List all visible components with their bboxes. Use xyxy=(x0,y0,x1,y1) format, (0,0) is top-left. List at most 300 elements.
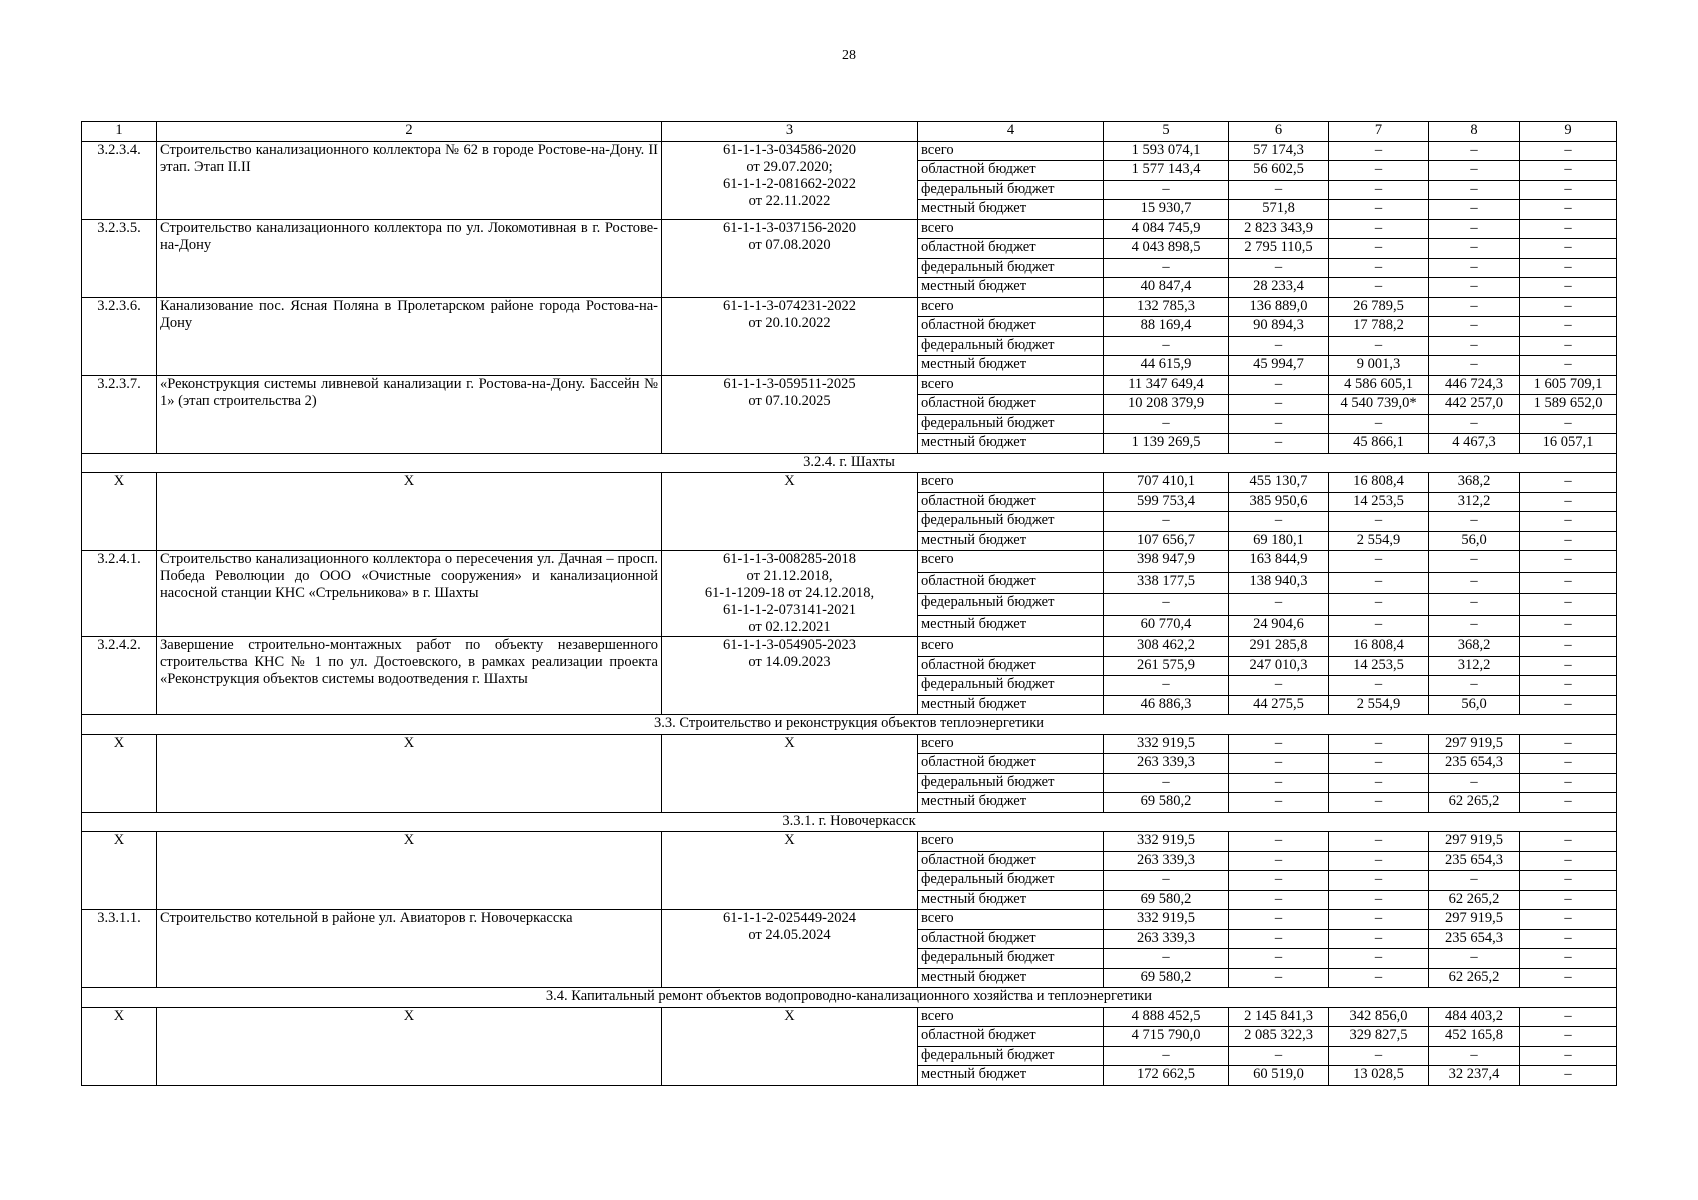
table-row xyxy=(82,1007,1617,1027)
value-cell: – xyxy=(1329,551,1429,573)
item-document xyxy=(662,637,918,715)
value-cell: 263 339,3 xyxy=(1104,851,1229,871)
value-cell: – xyxy=(1520,754,1617,774)
value-cell: – xyxy=(1520,317,1617,337)
value-cell: – xyxy=(1429,551,1520,573)
value-cell: 261 575,9 xyxy=(1104,656,1229,676)
item-document xyxy=(662,219,918,297)
funding-source: областной бюджет xyxy=(918,851,1104,871)
value-cell: 1 593 074,1 xyxy=(1104,141,1229,161)
funding-source: федеральный бюджет xyxy=(918,773,1104,793)
value-cell: 571,8 xyxy=(1229,200,1329,220)
header-cell: 4 xyxy=(918,122,1104,142)
document-line: Х xyxy=(784,734,795,751)
item-code: 3.2.3.5. xyxy=(82,219,157,297)
value-cell: – xyxy=(1229,851,1329,871)
funding-source: всего xyxy=(918,297,1104,317)
value-cell: – xyxy=(1329,594,1429,616)
value-cell: – xyxy=(1229,734,1329,754)
item-code: 3.3.1.1. xyxy=(82,910,157,988)
value-cell: 16 808,4 xyxy=(1329,637,1429,657)
value-cell: – xyxy=(1104,871,1229,891)
value-cell: 136 889,0 xyxy=(1229,297,1329,317)
value-cell: 46 886,3 xyxy=(1104,695,1229,715)
value-cell: – xyxy=(1429,871,1520,891)
value-cell: 4 888 452,5 xyxy=(1104,1007,1229,1027)
funding-source: всего xyxy=(918,832,1104,852)
value-cell: 332 919,5 xyxy=(1104,734,1229,754)
value-cell: – xyxy=(1329,278,1429,298)
value-cell: – xyxy=(1229,773,1329,793)
value-cell: – xyxy=(1429,676,1520,696)
value-cell: 26 789,5 xyxy=(1329,297,1429,317)
value-cell: 235 654,3 xyxy=(1429,929,1520,949)
value-cell: 62 265,2 xyxy=(1429,890,1520,910)
value-cell: – xyxy=(1229,1046,1329,1066)
value-cell: – xyxy=(1520,278,1617,298)
value-cell: – xyxy=(1520,656,1617,676)
value-cell: 455 130,7 xyxy=(1229,473,1329,493)
funding-source: местный бюджет xyxy=(918,968,1104,988)
funding-source: областной бюджет xyxy=(918,572,1104,594)
value-cell: 88 169,4 xyxy=(1104,317,1229,337)
value-cell: – xyxy=(1329,832,1429,852)
value-cell: 342 856,0 xyxy=(1329,1007,1429,1027)
value-cell: – xyxy=(1104,676,1229,696)
value-cell: 1 577 143,4 xyxy=(1104,161,1229,181)
funding-source: федеральный бюджет xyxy=(918,594,1104,616)
funding-source: федеральный бюджет xyxy=(918,1046,1104,1066)
value-cell: – xyxy=(1329,968,1429,988)
value-cell: – xyxy=(1229,832,1329,852)
value-cell: 2 823 343,9 xyxy=(1229,219,1329,239)
value-cell: – xyxy=(1429,219,1520,239)
value-cell: – xyxy=(1229,910,1329,930)
value-cell: – xyxy=(1329,615,1429,637)
value-cell: 56,0 xyxy=(1429,695,1520,715)
table-row xyxy=(82,473,1617,493)
value-cell: – xyxy=(1520,161,1617,181)
value-cell: – xyxy=(1520,793,1617,813)
value-cell: – xyxy=(1329,414,1429,434)
value-cell: – xyxy=(1229,414,1329,434)
funding-source: всего xyxy=(918,734,1104,754)
item-name: Завершение строительно-монтажных работ по объекту незавершенного строительства КНС № 1 по ул. Достоевского, в рамках реализации проекта «Реконструкция объектов системы водоотведения г. Шахты xyxy=(157,637,662,715)
header-cell: 2 xyxy=(157,122,662,142)
document-line: от 14.09.2023 xyxy=(748,654,831,670)
value-cell: – xyxy=(1429,258,1520,278)
document-line: 61-1-1-2-025449-2024 xyxy=(723,910,856,926)
funding-source: местный бюджет xyxy=(918,615,1104,637)
value-cell: 69 180,1 xyxy=(1229,531,1329,551)
value-cell: – xyxy=(1520,512,1617,532)
value-cell: – xyxy=(1329,910,1429,930)
document-line: Х xyxy=(784,832,795,848)
value-cell: 24 904,6 xyxy=(1229,615,1329,637)
value-cell: – xyxy=(1520,832,1617,852)
value-cell: 60 519,0 xyxy=(1229,1066,1329,1086)
funding-source: областной бюджет xyxy=(918,929,1104,949)
value-cell: 446 724,3 xyxy=(1429,375,1520,395)
table-row xyxy=(82,551,1617,573)
item-name: Строительство канализационного коллектора № 62 в городе Ростове-на-Дону. II этап. Этап II.II xyxy=(157,141,662,219)
document-line: 61-1-1-2-081662-2022 xyxy=(723,175,856,192)
value-cell: – xyxy=(1229,594,1329,616)
item-name: Строительство канализационного коллектора о пересечения ул. Дачная – просп. Победа Революции до ООО «Очистные сооружения» и канализационной насосной станции КНС «Стрельникова» в г. Шахты xyxy=(157,551,662,637)
value-cell: – xyxy=(1229,180,1329,200)
value-cell: 4 540 739,0* xyxy=(1329,395,1429,415)
item-document xyxy=(662,551,918,637)
value-cell: 312,2 xyxy=(1429,492,1520,512)
document-line: от 29.07.2020; xyxy=(746,158,833,175)
funding-source: всего xyxy=(918,375,1104,395)
item-code: Х xyxy=(82,832,157,910)
table-row xyxy=(82,637,1617,657)
value-cell: – xyxy=(1520,1007,1617,1027)
value-cell: 368,2 xyxy=(1429,473,1520,493)
document-line: 61-1-1-3-074231-2022 xyxy=(723,297,856,314)
funding-source: всего xyxy=(918,551,1104,573)
funding-source: местный бюджет xyxy=(918,531,1104,551)
funding-source: местный бюджет xyxy=(918,890,1104,910)
value-cell: – xyxy=(1429,594,1520,616)
value-cell: 291 285,8 xyxy=(1229,637,1329,657)
value-cell: – xyxy=(1429,949,1520,969)
section-row xyxy=(82,812,1617,832)
funding-source: местный бюджет xyxy=(918,278,1104,298)
value-cell: – xyxy=(1429,161,1520,181)
value-cell: – xyxy=(1329,793,1429,813)
value-cell: – xyxy=(1520,551,1617,573)
funding-source: областной бюджет xyxy=(918,161,1104,181)
value-cell: 32 237,4 xyxy=(1429,1066,1520,1086)
funding-source: федеральный бюджет xyxy=(918,414,1104,434)
value-cell: – xyxy=(1520,297,1617,317)
value-cell: – xyxy=(1229,512,1329,532)
value-cell: 2 795 110,5 xyxy=(1229,239,1329,259)
value-cell: 332 919,5 xyxy=(1104,910,1229,930)
document-line: от 21.12.2018, xyxy=(746,568,833,584)
value-cell: 2 145 841,3 xyxy=(1229,1007,1329,1027)
value-cell: 235 654,3 xyxy=(1429,754,1520,774)
document-line: Х xyxy=(784,1007,795,1024)
item-name: Канализование пос. Ясная Поляна в Пролетарском районе города Ростова-на-Дону xyxy=(157,297,662,375)
funding-source: областной бюджет xyxy=(918,754,1104,774)
value-cell: – xyxy=(1229,871,1329,891)
section-row xyxy=(82,988,1617,1008)
value-cell: – xyxy=(1329,572,1429,594)
value-cell: 9 001,3 xyxy=(1329,356,1429,376)
item-code: 3.2.3.7. xyxy=(82,375,157,453)
value-cell: – xyxy=(1520,734,1617,754)
value-cell: – xyxy=(1520,851,1617,871)
funding-source: всего xyxy=(918,637,1104,657)
value-cell: 16 808,4 xyxy=(1329,473,1429,493)
value-cell: – xyxy=(1229,754,1329,774)
value-cell: 338 177,5 xyxy=(1104,572,1229,594)
value-cell: 368,2 xyxy=(1429,637,1520,657)
document-line: от 02.12.2021 xyxy=(748,619,831,635)
value-cell: – xyxy=(1429,773,1520,793)
value-cell: 16 057,1 xyxy=(1520,434,1617,454)
value-cell: – xyxy=(1329,180,1429,200)
value-cell: – xyxy=(1429,615,1520,637)
funding-source: всего xyxy=(918,141,1104,161)
value-cell: 69 580,2 xyxy=(1104,968,1229,988)
header-cell: 3 xyxy=(662,122,918,142)
value-cell: – xyxy=(1329,949,1429,969)
document-line: от 22.11.2022 xyxy=(748,192,831,209)
item-document xyxy=(662,297,918,375)
budget-table xyxy=(81,121,1617,1086)
funding-source: местный бюджет xyxy=(918,1066,1104,1086)
funding-source: федеральный бюджет xyxy=(918,180,1104,200)
value-cell: – xyxy=(1329,871,1429,891)
value-cell: 132 785,3 xyxy=(1104,297,1229,317)
value-cell: 69 580,2 xyxy=(1104,890,1229,910)
item-code: Х xyxy=(82,1007,157,1085)
value-cell: 57 174,3 xyxy=(1229,141,1329,161)
funding-source: всего xyxy=(918,1007,1104,1027)
funding-source: областной бюджет xyxy=(918,656,1104,676)
value-cell: 2 554,9 xyxy=(1329,531,1429,551)
value-cell: 452 165,8 xyxy=(1429,1027,1520,1047)
value-cell: 332 919,5 xyxy=(1104,832,1229,852)
value-cell: – xyxy=(1329,929,1429,949)
item-name: Х xyxy=(157,734,662,812)
value-cell: – xyxy=(1520,356,1617,376)
value-cell: 69 580,2 xyxy=(1104,793,1229,813)
funding-source: местный бюджет xyxy=(918,695,1104,715)
value-cell: – xyxy=(1229,336,1329,356)
document-line: от 24.05.2024 xyxy=(748,927,831,943)
value-cell: – xyxy=(1429,356,1520,376)
item-document xyxy=(662,832,918,910)
value-cell: 263 339,3 xyxy=(1104,754,1229,774)
value-cell: – xyxy=(1429,141,1520,161)
table-row xyxy=(82,832,1617,852)
value-cell: 163 844,9 xyxy=(1229,551,1329,573)
item-document xyxy=(662,141,918,219)
funding-source: всего xyxy=(918,910,1104,930)
funding-source: местный бюджет xyxy=(918,200,1104,220)
page-number: 28 xyxy=(842,48,856,63)
item-name: Х xyxy=(157,1007,662,1085)
value-cell: – xyxy=(1329,734,1429,754)
item-code: 3.2.3.4. xyxy=(82,141,157,219)
value-cell: – xyxy=(1429,317,1520,337)
value-cell: – xyxy=(1520,180,1617,200)
value-cell: – xyxy=(1520,637,1617,657)
item-code: 3.2.4.2. xyxy=(82,637,157,715)
item-name: Строительство канализационного коллектора по ул. Локомотивная в г. Ростове-на-Дону xyxy=(157,219,662,297)
item-document xyxy=(662,910,918,988)
value-cell: – xyxy=(1429,1046,1520,1066)
value-cell: 45 994,7 xyxy=(1229,356,1329,376)
document-line: Х xyxy=(784,473,795,489)
value-cell: – xyxy=(1520,676,1617,696)
value-cell: 56,0 xyxy=(1429,531,1520,551)
table-row xyxy=(82,141,1617,161)
value-cell: 4 043 898,5 xyxy=(1104,239,1229,259)
value-cell: – xyxy=(1520,773,1617,793)
funding-source: областной бюджет xyxy=(918,395,1104,415)
value-cell: – xyxy=(1329,200,1429,220)
value-cell: – xyxy=(1520,219,1617,239)
value-cell: – xyxy=(1520,336,1617,356)
value-cell: 4 586 605,1 xyxy=(1329,375,1429,395)
header-cell: 1 xyxy=(82,122,157,142)
value-cell: 45 866,1 xyxy=(1329,434,1429,454)
value-cell: – xyxy=(1104,512,1229,532)
value-cell: – xyxy=(1104,594,1229,616)
value-cell: – xyxy=(1520,1027,1617,1047)
value-cell: 4 467,3 xyxy=(1429,434,1520,454)
value-cell: – xyxy=(1329,773,1429,793)
funding-source: всего xyxy=(918,473,1104,493)
value-cell: – xyxy=(1520,200,1617,220)
value-cell: 484 403,2 xyxy=(1429,1007,1520,1027)
value-cell: – xyxy=(1229,968,1329,988)
funding-source: федеральный бюджет xyxy=(918,512,1104,532)
item-document xyxy=(662,375,918,453)
value-cell: 297 919,5 xyxy=(1429,734,1520,754)
funding-source: федеральный бюджет xyxy=(918,258,1104,278)
header-row xyxy=(82,122,1617,142)
value-cell: – xyxy=(1229,434,1329,454)
value-cell: – xyxy=(1520,531,1617,551)
section-title: 3.2.4. г. Шахты xyxy=(82,453,1617,473)
value-cell: 62 265,2 xyxy=(1429,968,1520,988)
value-cell: – xyxy=(1429,336,1520,356)
value-cell: 2 085 322,3 xyxy=(1229,1027,1329,1047)
item-name: Х xyxy=(157,832,662,910)
value-cell: 599 753,4 xyxy=(1104,492,1229,512)
value-cell: 90 894,3 xyxy=(1229,317,1329,337)
value-cell: – xyxy=(1329,512,1429,532)
value-cell: – xyxy=(1520,239,1617,259)
header-cell: 8 xyxy=(1429,122,1520,142)
value-cell: 707 410,1 xyxy=(1104,473,1229,493)
value-cell: 398 947,9 xyxy=(1104,551,1229,573)
value-cell: 235 654,3 xyxy=(1429,851,1520,871)
value-cell: – xyxy=(1229,395,1329,415)
value-cell: 1 139 269,5 xyxy=(1104,434,1229,454)
value-cell: – xyxy=(1329,239,1429,259)
item-code: 3.2.4.1. xyxy=(82,551,157,637)
value-cell: – xyxy=(1520,929,1617,949)
document-line: 61-1-1-3-054905-2023 xyxy=(723,637,856,653)
document-line: 61-1-1-3-034586-2020 xyxy=(723,141,856,158)
value-cell: 14 253,5 xyxy=(1329,492,1429,512)
item-document xyxy=(662,734,918,812)
value-cell: – xyxy=(1104,336,1229,356)
value-cell: – xyxy=(1329,219,1429,239)
funding-source: областной бюджет xyxy=(918,492,1104,512)
value-cell: – xyxy=(1229,258,1329,278)
funding-source: федеральный бюджет xyxy=(918,336,1104,356)
value-cell: 11 347 649,4 xyxy=(1104,375,1229,395)
document-line: 61-1-1-3-059511-2025 xyxy=(723,375,856,392)
item-name: Строительство котельной в районе ул. Авиаторов г. Новочеркасска xyxy=(157,910,662,988)
value-cell: 385 950,6 xyxy=(1229,492,1329,512)
value-cell: – xyxy=(1520,968,1617,988)
section-title: 3.3.1. г. Новочеркасск xyxy=(82,812,1617,832)
value-cell: 40 847,4 xyxy=(1104,278,1229,298)
value-cell: – xyxy=(1429,239,1520,259)
value-cell: – xyxy=(1229,949,1329,969)
value-cell: – xyxy=(1520,1066,1617,1086)
document-line: 61-1-1-3-008285-2018 xyxy=(723,551,856,567)
value-cell: – xyxy=(1104,1046,1229,1066)
value-cell: 297 919,5 xyxy=(1429,832,1520,852)
value-cell: – xyxy=(1520,141,1617,161)
value-cell: – xyxy=(1520,473,1617,493)
section-row xyxy=(82,453,1617,473)
funding-source: областной бюджет xyxy=(918,317,1104,337)
value-cell: – xyxy=(1429,200,1520,220)
value-cell: 263 339,3 xyxy=(1104,929,1229,949)
value-cell: 312,2 xyxy=(1429,656,1520,676)
value-cell: – xyxy=(1104,773,1229,793)
header-cell: 5 xyxy=(1104,122,1229,142)
value-cell: – xyxy=(1329,161,1429,181)
value-cell: – xyxy=(1329,141,1429,161)
document-line: от 07.10.2025 xyxy=(748,392,831,409)
value-cell: 2 554,9 xyxy=(1329,695,1429,715)
value-cell: – xyxy=(1520,695,1617,715)
value-cell: 14 253,5 xyxy=(1329,656,1429,676)
value-cell: 329 827,5 xyxy=(1329,1027,1429,1047)
funding-source: всего xyxy=(918,219,1104,239)
section-title: 3.4. Капитальный ремонт объектов водопроводно-канализационного хозяйства и теплоэнергетики xyxy=(82,988,1617,1008)
value-cell: 1 605 709,1 xyxy=(1520,375,1617,395)
value-cell: – xyxy=(1229,929,1329,949)
value-cell: 247 010,3 xyxy=(1229,656,1329,676)
value-cell: – xyxy=(1429,180,1520,200)
value-cell: 17 788,2 xyxy=(1329,317,1429,337)
value-cell: – xyxy=(1329,890,1429,910)
header-cell: 6 xyxy=(1229,122,1329,142)
table-row xyxy=(82,219,1617,239)
item-code: Х xyxy=(82,473,157,551)
section-title: 3.3. Строительство и реконструкция объектов теплоэнергетики xyxy=(82,715,1617,735)
value-cell: – xyxy=(1329,676,1429,696)
value-cell: 442 257,0 xyxy=(1429,395,1520,415)
item-code: 3.2.3.6. xyxy=(82,297,157,375)
value-cell: 4 084 745,9 xyxy=(1104,219,1229,239)
document-line: 61-1-1-3-037156-2020 xyxy=(723,219,856,236)
value-cell: 56 602,5 xyxy=(1229,161,1329,181)
value-cell: 10 208 379,9 xyxy=(1104,395,1229,415)
document-line: от 20.10.2022 xyxy=(748,314,831,331)
value-cell: – xyxy=(1520,890,1617,910)
item-name: «Реконструкция системы ливневой канализации г. Ростова-на-Дону. Бассейн № 1» (этап строительства 2) xyxy=(157,375,662,453)
value-cell: – xyxy=(1329,258,1429,278)
value-cell: – xyxy=(1429,572,1520,594)
value-cell: 13 028,5 xyxy=(1329,1066,1429,1086)
value-cell: – xyxy=(1104,949,1229,969)
value-cell: – xyxy=(1429,414,1520,434)
value-cell: 297 919,5 xyxy=(1429,910,1520,930)
value-cell: – xyxy=(1229,375,1329,395)
value-cell: 60 770,4 xyxy=(1104,615,1229,637)
value-cell: – xyxy=(1429,297,1520,317)
value-cell: – xyxy=(1429,278,1520,298)
value-cell: – xyxy=(1229,890,1329,910)
value-cell: 44 615,9 xyxy=(1104,356,1229,376)
value-cell: – xyxy=(1520,949,1617,969)
